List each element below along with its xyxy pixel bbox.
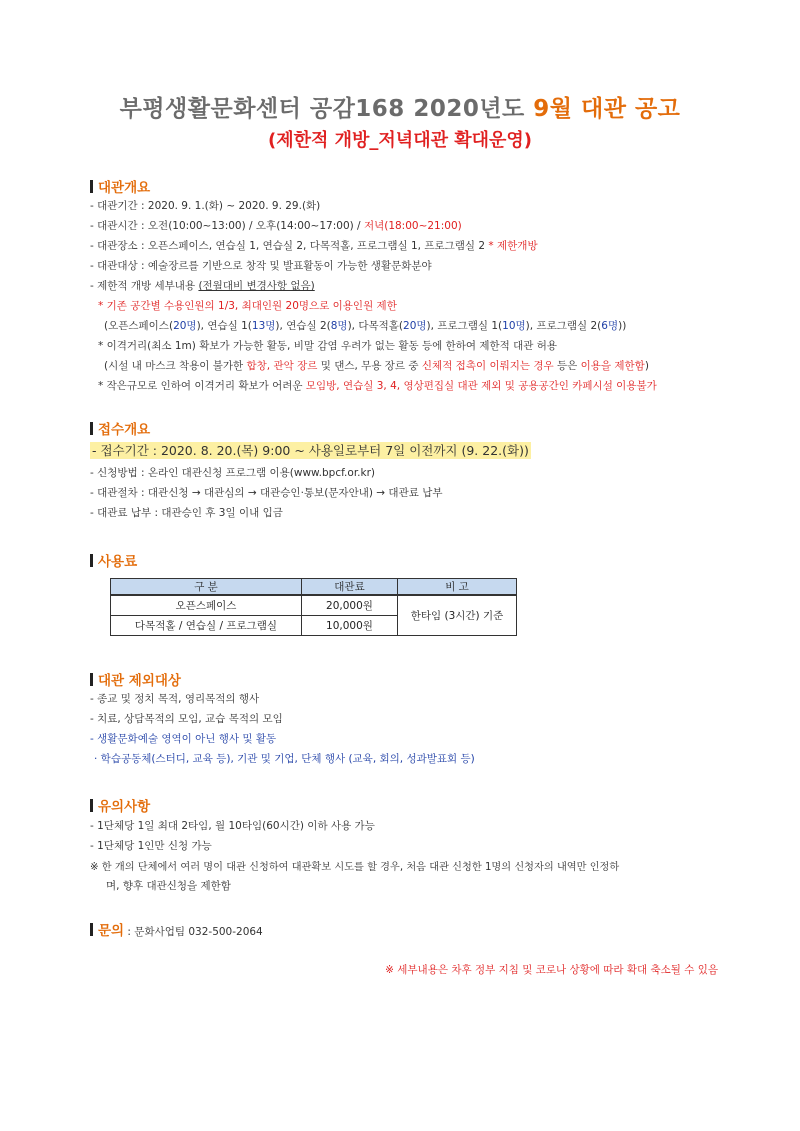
- overview-period: - 대관기간 : 2020. 9. 1.(화) ~ 2020. 9. 29.(화): [90, 200, 321, 212]
- reception-payment: - 대관료 납부 : 대관승인 후 3일 이내 입금: [90, 507, 283, 519]
- cap-number: 20명: [403, 320, 427, 332]
- cap-number: 6명: [601, 320, 619, 332]
- overview-time-text: - 대관시간 : 오전(10:00~13:00) / 오후(14:00~17:00) /: [90, 220, 364, 232]
- table-row: [111, 595, 517, 616]
- reception-period: [90, 441, 531, 459]
- section-overview-heading: [90, 176, 150, 196]
- mask-text: (시설 내 마스크 착용이 불가한: [104, 360, 247, 372]
- cap-number: 20명: [173, 320, 197, 332]
- exclusion-item: - 종교 및 정치 목적, 영리목적의 행사: [90, 693, 260, 705]
- section-contact: [90, 919, 263, 939]
- page-subtitle: (제한적 개방_저녁대관 확대운영): [267, 130, 533, 151]
- cap-text: ), 연습실 2(: [275, 320, 331, 332]
- overview-capacity: * 기존 공간별 수용인원의 1/3, 최대인원 20명으로 이용인원 제한: [98, 300, 397, 312]
- overview-target: - 대관대상 : 예술장르를 기반으로 창작 및 발표활동이 가능한 생활문화분야: [90, 260, 432, 272]
- section-reception-heading: [90, 418, 150, 438]
- fee-table-header: [111, 579, 517, 596]
- overview-time: [90, 218, 462, 233]
- footnote: ※ 세부내용은 차후 정부 지침 및 코로나 상황에 따라 확대 축소될 수 있음: [385, 964, 718, 976]
- section-exclusions-title: 대관 제외대상: [98, 673, 181, 689]
- section-bar: [90, 180, 93, 193]
- section-bar: [90, 799, 93, 812]
- fee-table: [110, 578, 517, 636]
- cap-number: 10명: [502, 320, 526, 332]
- reception-method: - 신청방법 : 온라인 대관신청 프로그램 이용(www.bpcf.or.kr): [90, 467, 375, 479]
- cap-text: ), 연습실 1(: [196, 320, 252, 332]
- overview-details-text: - 제한적 개방 세부내용: [90, 280, 199, 292]
- mask-highlight: 신체적 접촉이 이뤄지는 경우: [421, 360, 554, 372]
- cap-number: 13명: [251, 320, 276, 332]
- section-cautions-heading: [90, 795, 150, 815]
- section-bar: [90, 673, 93, 686]
- overview-distance: * 이격거리(최소 1m) 확보가 가능한 활동, 비말 감염 우려가 없는 활동 등에 한하여 제한적 대관 허용: [98, 340, 558, 352]
- section-fees-heading: [90, 550, 137, 570]
- mask-text: 및 댄스, 무용 장르 중: [317, 360, 422, 372]
- cap-text: ), 프로그램실 1(: [426, 320, 503, 332]
- section-exclusions-heading: [90, 669, 181, 689]
- fee-note: 한타임 (3시간) 기준: [398, 595, 517, 636]
- fee-col-note: 비 고: [398, 579, 517, 596]
- overview-place-text: - 대관장소 : 오픈스페이스, 연습실 1, 연습실 2, 다목적홀, 프로그램실 1, 프로그램실 2: [90, 240, 489, 252]
- mask-text: ): [644, 360, 649, 372]
- cap-text: (오픈스페이스(: [104, 320, 174, 332]
- section-reception-title: 접수개요: [98, 422, 151, 438]
- reception-procedure: - 대관절차 : 대관신청 → 대관심의 → 대관승인·통보(문자안내) → 대관료 납부: [90, 487, 443, 499]
- contact-title: 문의: [98, 923, 125, 939]
- page-title: [0, 90, 800, 123]
- overview-capacity-list: [104, 318, 626, 333]
- title-prefix: 부평생활문화센터 공감168 2020년도: [119, 96, 534, 122]
- title-highlight: 9월 대관 공고: [533, 96, 681, 122]
- cap-text: ), 프로그램실 2(: [525, 320, 602, 332]
- fee-col-space: 구 분: [111, 579, 302, 596]
- fee-col-fee: 대관료: [302, 579, 398, 596]
- caution-item: - 1단체당 1인만 신청 가능: [90, 840, 212, 852]
- caution-item: - 1단체당 1일 최대 2타임, 월 10타임(60시간) 이하 사용 가능: [90, 820, 375, 832]
- mask-text: 등은: [553, 360, 581, 372]
- cap-text: ), 다목적홀(: [347, 320, 404, 332]
- section-cautions-title: 유의사항: [98, 799, 151, 815]
- small-highlight: 모임방, 연습실 3, 4, 영상편집실 대관 제외 및 공용공간인 카페시설 이용불가: [305, 380, 657, 392]
- caution-item-cont: 며, 향후 대관신청을 제한함: [106, 880, 231, 892]
- fee-space: 다목적홀 / 연습실 / 프로그램실: [111, 616, 302, 636]
- section-overview-title: 대관개요: [98, 180, 151, 196]
- overview-details: [90, 278, 315, 293]
- section-bar: [90, 422, 93, 435]
- exclusion-item: · 학습공동체(스터디, 교육 등), 기관 및 기업, 단체 행사 (교육, 회의, 성과발표회 등): [94, 753, 475, 765]
- fee-space: 오픈스페이스: [111, 595, 302, 616]
- caution-item: ※ 한 개의 단체에서 여러 명이 대관 신청하여 대관확보 시도를 할 경우, 처음 대관 신청한 1명의 신청자의 내역만 인정하: [90, 862, 620, 873]
- cap-text: )): [618, 320, 627, 332]
- overview-time-evening: 저녁(18:00~21:00): [363, 220, 462, 232]
- contact-text: : 문화사업팀 032-500-2064: [124, 926, 263, 938]
- reception-period-text: - 접수기간 : 2020. 8. 20.(목) 9:00 ~ 사용일로부터 7일 이전까지 (9. 22.(화)): [92, 443, 529, 458]
- overview-place-note: * 제한개방: [488, 240, 538, 252]
- fee-amount: 20,000원: [302, 595, 398, 616]
- exclusion-item: - 생활문화예술 영역이 아닌 행사 및 활동: [90, 733, 277, 745]
- mask-highlight: 이용을 제한함: [580, 360, 645, 372]
- section-bar: [90, 554, 93, 567]
- section-bar: [90, 923, 93, 936]
- section-fees-title: 사용료: [98, 554, 138, 570]
- small-text: * 작은규모로 인하여 이격거리 확보가 어려운: [98, 380, 306, 392]
- overview-mask: [104, 358, 649, 373]
- exclusion-item: - 치료, 상담목적의 모임, 교습 목적의 모임: [90, 713, 283, 725]
- overview-details-note: (전월대비 변경사항 없음): [198, 280, 315, 292]
- mask-highlight: 합창, 관악 장르: [246, 360, 318, 372]
- cap-number: 8명: [330, 320, 348, 332]
- overview-place: [90, 238, 538, 253]
- fee-amount: 10,000원: [302, 616, 398, 636]
- overview-small-spaces: [98, 378, 657, 393]
